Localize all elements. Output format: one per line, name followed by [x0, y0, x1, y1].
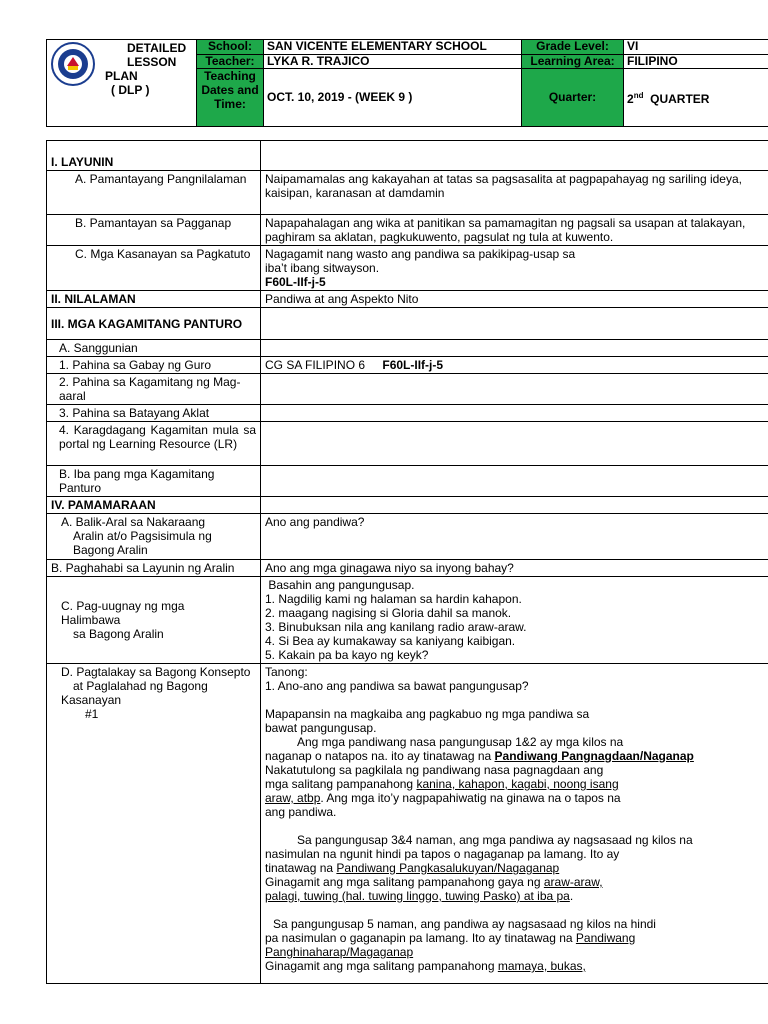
discussion-line: nasimulan na ngunit hindi pa tapos o nagaganap pa lamang. Ito ay: [265, 847, 620, 861]
term-magaganap: Panghinaharap/Magaganap: [265, 945, 414, 959]
example-line: Basahin ang pangungusap.: [265, 578, 415, 592]
teacher-value: LYKA R. TRAJICO: [264, 55, 522, 69]
term-naganap: Pandiwang Pangnagdaan/Naganap: [494, 749, 694, 763]
example-line: 2. maagang nagising si Gloria dahil sa manok.: [265, 606, 512, 620]
empty-cell: [261, 340, 768, 357]
example-line: 3. Binubuksan nila ang kanilang radio araw-araw.: [265, 620, 527, 634]
value-pagtalakay: [261, 664, 768, 984]
title-line: PLAN: [105, 69, 138, 83]
label-sanggunian: A. Sanggunian: [47, 340, 261, 357]
discussion-line: [265, 791, 766, 805]
discussion-line: [265, 749, 766, 763]
label-pamantayang-pangnilalaman: A. Pamantayang Pangnilalaman: [47, 171, 261, 215]
pagtalakay-line: D. Pagtalakay sa Bagong Konsepto: [61, 665, 251, 679]
empty-cell: [261, 405, 768, 422]
underlined-words: mamaya, bukas,: [497, 959, 586, 973]
section-layunin: I. LAYUNIN: [47, 141, 261, 171]
discussion-line: Tanong:: [265, 665, 308, 679]
value-pamantayang-pangnilalaman: Naipamamalas ang kakayahan at tatas sa pagsasalita at pagpapahayag ng sariling ideya, kaisipan, karanasan at damdamin: [261, 171, 768, 215]
example-line: 4. Si Bea ay kumakaway sa kaniyang kaibigan.: [265, 634, 516, 648]
discussion-line: Ang mga pandiwang nasa pangungusap 1&2 ay mga kilos na: [297, 735, 624, 749]
value-balik-aral: Ano ang pandiwa?: [261, 514, 768, 560]
example-line: 5. Kakain pa ba kayo ng keyk?: [265, 648, 429, 662]
underlined-words: kanina, kahapon, kagabi, noong isang: [416, 777, 619, 791]
label-learning-resource: 4. Karagdagang Kagamitan mula sa portal ng Learning Resource (LR): [47, 422, 261, 466]
cg-code: F60L-IIf-j-5: [382, 358, 444, 372]
discussion-line: Sa pangungusap 3&4 naman, ang mga pandiwa ay nagsasaad ng kilos na: [297, 833, 693, 847]
label-kagamitang-mag-aaral: 2. Pahina sa Kagamitang ng Mag-aaral: [47, 374, 261, 405]
quarter-value: [624, 69, 768, 127]
discussion-line: [265, 875, 766, 889]
grade-label: Grade Level:: [522, 40, 624, 55]
kasanayan-line: Nagagamit nang wasto ang pandiwa sa pakikipag-usap sa: [265, 247, 576, 261]
kasanayan-line: iba’t ibang sitwayson.: [265, 261, 380, 275]
title-line: DETAILED: [127, 41, 187, 55]
pagtalakay-line: at Paglalahad ng Bagong: [73, 679, 208, 693]
quarter-word: QUARTER: [650, 92, 710, 106]
empty-cell: [261, 497, 768, 514]
empty-cell: [261, 422, 768, 466]
school-label: School:: [197, 40, 264, 55]
pagtalakay-line: #1: [85, 707, 99, 721]
underlined-words: araw, atbp: [265, 791, 321, 805]
value-pamantayan-pagganap: Napapahalagan ang wika at panitikan sa pamamagitan ng pagsali sa usapan at talakayan, paghiram sa aklatan, pagkukuwento, pagsulat ng tula at kuwento.: [261, 215, 768, 246]
dates-label: Teaching Dates and Time:: [197, 69, 264, 127]
empty-cell: [261, 466, 768, 497]
competency-code: F60L-IIf-j-5: [265, 275, 326, 289]
quarter-number: 2: [627, 92, 634, 106]
section-kagamitan: III. MGA KAGAMITANG PANTURO: [47, 308, 261, 340]
underlined-words: palagi, tuwing (hal. tuwing linggo, tuwing Pasko) at iba pa: [265, 889, 570, 903]
dlp-title: [105, 41, 187, 97]
deped-seal-logo: [51, 42, 95, 86]
title-line: LESSON: [127, 55, 177, 69]
area-value: FILIPINO: [624, 55, 768, 69]
pag-uugnay-line: sa Bagong Aralin: [73, 627, 164, 641]
value-gabay-guro: [261, 357, 768, 374]
example-line: 1. Nagdilig kami ng halaman sa hardin kahapon.: [265, 592, 522, 606]
discussion-line: [265, 861, 766, 875]
label-gabay-guro: 1. Pahina sa Gabay ng Guro: [47, 357, 261, 374]
term-nagaganap: Pandiwang Pangkasalukuyan/Nagaganap: [336, 861, 560, 875]
text-run: mga salitang pampanahong: [265, 777, 417, 791]
balik-aral-line: Bagong Aralin: [73, 543, 148, 557]
text-run: tinatawag na: [265, 861, 337, 875]
text-run: . Ang mga ito’y nagpapahiwatig na ginawa na o tapos na: [320, 791, 621, 805]
label-batayang-aklat: 3. Pahina sa Batayang Aklat: [47, 405, 261, 422]
value-paghahabi: Ano ang mga ginagawa niyo sa inyong bahay?: [261, 560, 768, 577]
section-pamamaraan: IV. PAMAMARAAN: [47, 497, 261, 514]
label-kasanayan: [47, 246, 261, 291]
empty-cell: [261, 308, 768, 340]
dates-value: OCT. 10, 2019 - (WEEK 9 ): [264, 69, 522, 127]
teacher-label: Teacher:: [197, 55, 264, 69]
text-run: .: [569, 889, 574, 903]
header-table: [46, 39, 768, 127]
term-magaganap: Pandiwang: [575, 931, 636, 945]
pag-uugnay-line: Halimbawa: [61, 613, 121, 627]
discussion-line: ang pandiwa.: [265, 805, 337, 819]
school-value: SAN VICENTE ELEMENTARY SCHOOL: [264, 40, 522, 55]
value-nilalaman: Pandiwa at ang Aspekto Nito: [261, 291, 768, 308]
empty-cell: [261, 141, 768, 171]
text-run: naganap o natapos na. ito ay tinatawag na: [265, 749, 495, 763]
label-balik-aral: [47, 514, 261, 560]
area-label: Learning Area:: [522, 55, 624, 69]
value-kasanayan: [261, 246, 768, 291]
section-nilalaman: II. NILALAMAN: [47, 291, 261, 308]
quarter-label: Quarter:: [522, 69, 624, 127]
discussion-line: bawat pangungusap.: [265, 721, 377, 735]
label-pamantayan-pagganap: B. Pamantayan sa Pagganap: [47, 215, 261, 246]
balik-aral-line: Aralin at/o Pagsisimula ng: [73, 529, 212, 543]
discussion-line: 1. Ano-ano ang pandiwa sa bawat pangungusap?: [265, 679, 529, 693]
discussion-line: [265, 959, 766, 973]
text-run: Ginagamit ang mga salitang pampanahong gaya ng: [265, 875, 544, 889]
discussion-line: [265, 777, 766, 791]
discussion-line: Mapapansin na magkaiba ang pagkabuo ng mga pandiwa sa: [265, 707, 590, 721]
pag-uugnay-line: C. Pag-uugnay ng mga: [61, 599, 185, 613]
cg-text: CG SA FILIPINO 6: [265, 358, 366, 372]
label-iba-pang-kagamitan: B. Iba pang mga Kagamitang Panturo: [47, 466, 261, 497]
quarter-suffix: nd: [633, 91, 644, 100]
lesson-table: [46, 140, 768, 984]
discussion-line: [265, 889, 766, 903]
label-paghahabi: B. Paghahabi sa Layunin ng Aralin: [47, 560, 261, 577]
value-pag-uugnay: [261, 577, 768, 664]
text-run: Ginagamit ang mga salitang pampanahong: [265, 959, 498, 973]
grade-value: VI: [624, 40, 768, 55]
empty-cell: [261, 374, 768, 405]
label-pagtalakay: [47, 664, 261, 984]
discussion-line: Nakatutulong sa pagkilala ng pandiwang nasa pagnagdaan ang: [265, 763, 604, 777]
discussion-line: Sa pangungusap 5 naman, ang pandiwa ay nagsasaad ng kilos na hindi: [273, 917, 656, 931]
label-pag-uugnay: [47, 577, 261, 664]
text-run: pa nasimulan o gaganapin pa lamang. Ito ay tinatawag na: [265, 931, 576, 945]
balik-aral-line: A. Balik-Aral sa Nakaraang: [61, 515, 206, 529]
pagtalakay-line: Kasanayan: [61, 693, 122, 707]
underlined-words: araw-araw,: [543, 875, 603, 889]
kasanayan-text: C. Mga Kasanayan sa Pagkatuto: [75, 247, 251, 261]
title-cell: [47, 40, 197, 127]
discussion-line: [265, 931, 766, 945]
title-line: ( DLP ): [111, 83, 150, 97]
